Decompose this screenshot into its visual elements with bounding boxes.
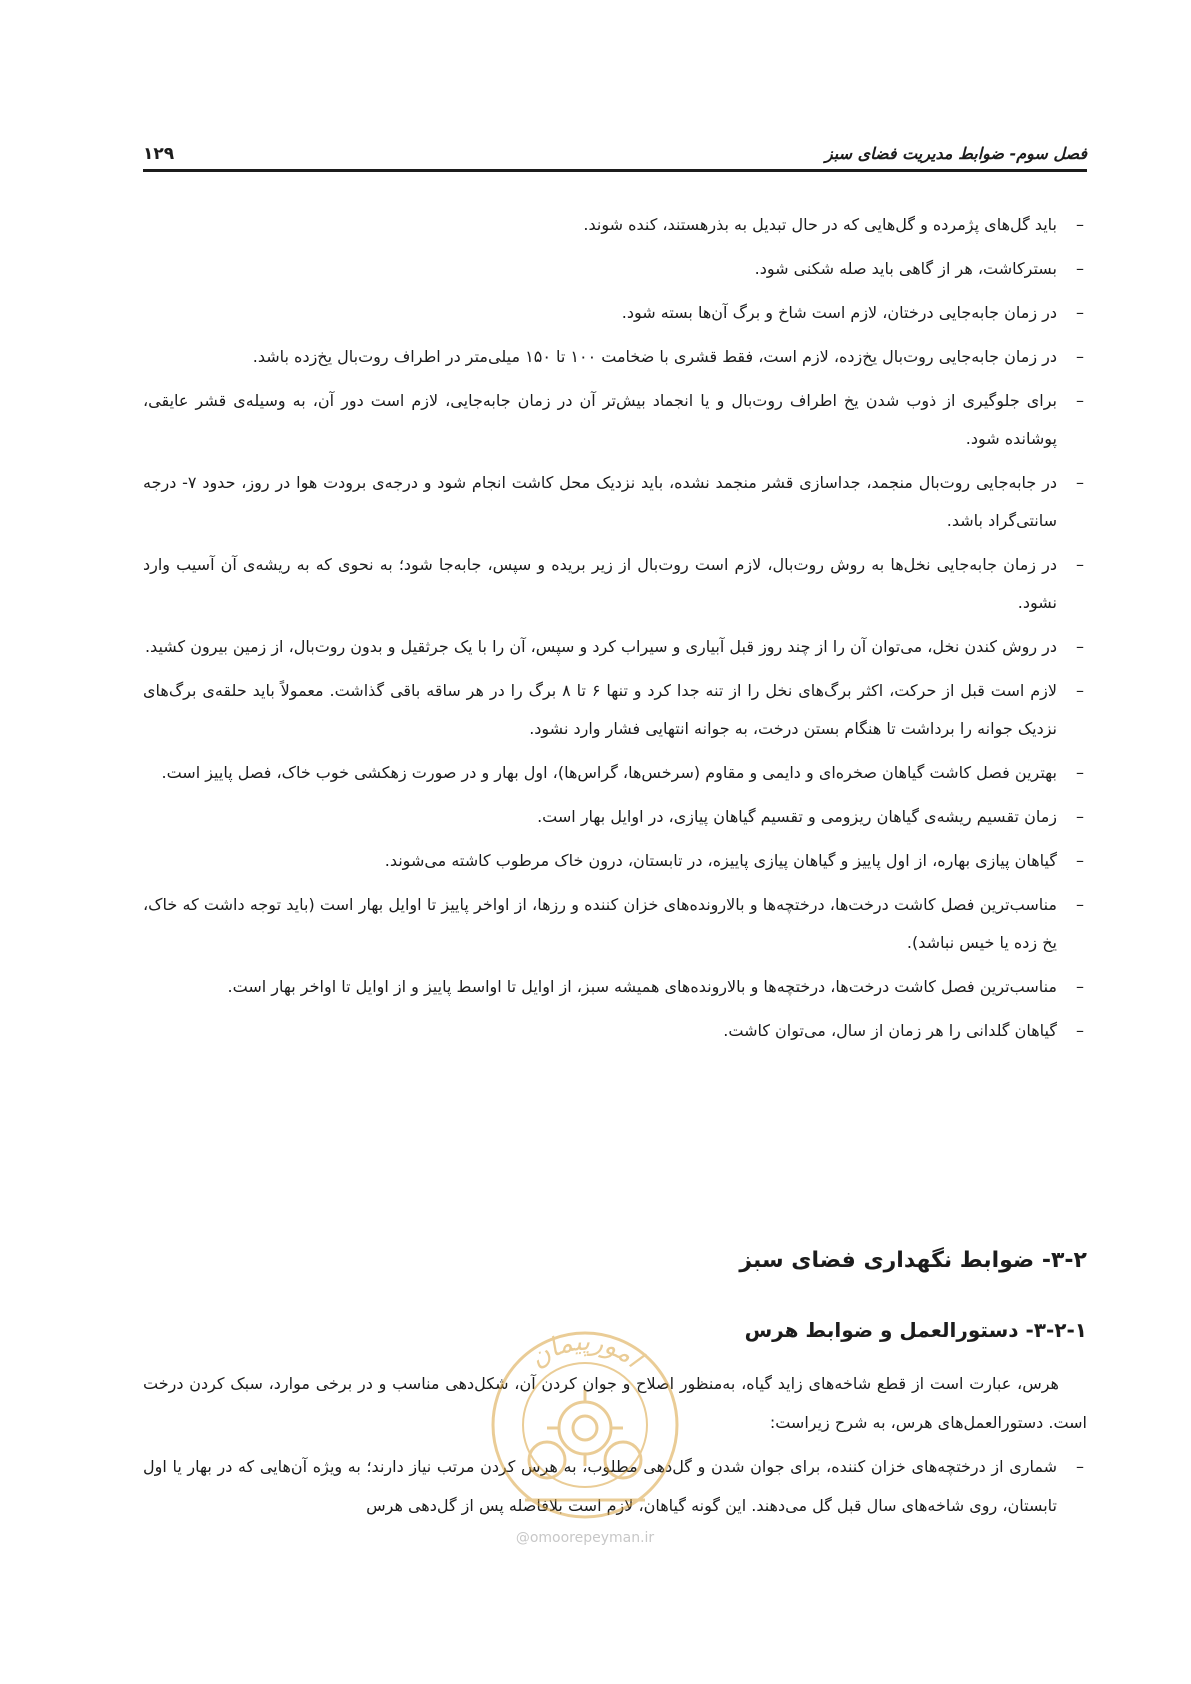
list-item-text: بسترکاشت، هر از گاهی باید صله شکنی شود. xyxy=(754,259,1057,278)
list-item-text: زمان تقسیم ریشه‌ی گیاهان ریزومی و تقسیم گیاهان پیازی، در اوایل بهار است. xyxy=(537,807,1057,826)
dash-marker: – xyxy=(1076,391,1084,410)
dash-marker: – xyxy=(1076,473,1084,492)
dash-marker: – xyxy=(1076,637,1084,656)
dash-marker: – xyxy=(1076,555,1084,574)
list-item xyxy=(143,1012,1087,1050)
dash-marker: – xyxy=(1076,851,1084,870)
list-item-text: بهترین فصل کاشت گیاهان صخره‌ای و دایمی و مقاوم (سرخس‌ها، گراس‌ها)، اول بهار و در صورت زهکشی خوب خاک، فصل پاییز است. xyxy=(161,763,1057,782)
list-item-text: در زمان جابه‌جایی نخل‌ها به روش روت‌بال، لازم است روت‌بال از زیر بریده و سپس، جابه‌جا شود؛ به نحوی که به ریشه‌ی آن آسیب وارد نشود. xyxy=(143,555,1057,612)
list-item xyxy=(143,464,1087,540)
dash-marker: – xyxy=(1076,1457,1084,1476)
dash-marker: – xyxy=(1076,895,1084,914)
list-item-text: مناسب‌ترین فصل کاشت درخت‌ها، درختچه‌ها و بالارونده‌های خزان کننده و رزها، از اواخر پاییز تا اوایل بهار است (باید توجه داشت که خاک، یخ زده یا خیس نباشد). xyxy=(143,895,1057,952)
watermark-logo-text: امورپیمان xyxy=(523,1326,648,1374)
dash-marker: – xyxy=(1076,215,1084,234)
list-item-text: گیاهان پیازی بهاره، از اول پاییز و گیاهان پیازی پاییزه، در تابستان، درون خاک مرطوب کاشته می‌شوند. xyxy=(384,851,1057,870)
list-item xyxy=(143,628,1087,666)
page-number: ۱۲۹ xyxy=(143,144,175,164)
header-divider xyxy=(143,169,1087,172)
pruning-list xyxy=(143,1447,1087,1525)
list-item-text: در زمان جابه‌جایی روت‌بال یخ‌زده، لازم است، فقط قشری با ضخامت ۱۰۰ تا ۱۵۰ میلی‌متر در اطراف روت‌بال یخ‌زده باشد. xyxy=(252,347,1057,366)
guideline-list xyxy=(143,206,1087,1056)
list-item-text: در جابه‌جایی روت‌بال منجمد، جداسازی قشر منجمد نشده، باید نزدیک محل کاشت انجام شود و درجه‌ی برودت هوا در روز، حدود ۷- درجه سانتی‌گراد باشد. xyxy=(143,473,1057,530)
list-item xyxy=(143,546,1087,622)
pruning-paragraph: هرس، عبارت است از قطع شاخه‌های زاید گیاه، به‌منظور اصلاح و جوان کردن آن، شکل‌دهی مناسب و در برخی موارد، سبک کردن درخت است. دستورالعمل‌های هرس، به شرح زیراست: xyxy=(143,1374,1087,1432)
list-item-text: در زمان جابه‌جایی درختان، لازم است شاخ و برگ آن‌ها بسته شود. xyxy=(621,303,1057,322)
list-item xyxy=(143,672,1087,748)
list-item-text: گیاهان گلدانی را هر زمان از سال، می‌توان کاشت. xyxy=(723,1021,1057,1040)
list-item-text: شماری از درختچه‌های خزان کننده، برای جوان شدن و گل‌دهی مطلوب، به هرس کردن مرتب نیاز دارند؛ به ویژه آن‌هایی که در بهار یا اول تابستان، روی شاخه‌های سال قبل گل می‌دهند. این گونه گیاهان، لازم است بلافاصله پس از گل‌دهی هرس xyxy=(143,1457,1057,1515)
list-item xyxy=(143,206,1087,244)
dash-marker: – xyxy=(1076,763,1084,782)
list-item-text: برای جلوگیری از ذوب شدن یخ اطراف روت‌بال و یا انجماد بیش‌تر آن در زمان جابه‌جایی، لازم است دور آن، به وسیله‌ی قشر عایقی، پوشانده شود. xyxy=(143,391,1057,448)
dash-marker: – xyxy=(1076,1021,1084,1040)
section-heading: ۳-۲- ضوابط نگهداری فضای سبز xyxy=(739,1248,1087,1273)
list-item xyxy=(143,798,1087,836)
list-item xyxy=(143,382,1087,458)
chapter-title: فصل سوم- ضوابط مدیریت فضای سبز xyxy=(824,144,1087,163)
dash-marker: – xyxy=(1076,259,1084,278)
list-item-text: مناسب‌ترین فصل کاشت درخت‌ها، درختچه‌ها و بالارونده‌های همیشه سبز، از اوایل تا اواسط پاییز و از اوایل تا اواخر بهار است. xyxy=(227,977,1057,996)
list-item xyxy=(143,338,1087,376)
page-header xyxy=(143,140,1087,170)
list-item xyxy=(143,754,1087,792)
list-item-text: لازم است قبل از حرکت، اکثر برگ‌های نخل را از تنه جدا کرد و تنها ۶ تا ۸ برگ را در هر ساقه باقی گذاشت. معمولاً باید حلقه‌ی برگ‌های نزدیک جوانه را برداشت تا هنگام بستن درخت، به جوانه انتهایی فشار وارد نشود. xyxy=(143,681,1058,738)
list-item-text: در روش کندن نخل، می‌توان آن را از چند روز قبل آبیاری و سیراب کرد و سپس، آن را با یک جرثقیل و بدون روت‌بال، از زمین بیرون کشید. xyxy=(144,637,1057,656)
dash-marker: – xyxy=(1076,807,1084,826)
list-item xyxy=(143,294,1087,332)
dash-marker: – xyxy=(1076,681,1084,700)
list-item xyxy=(143,1447,1087,1525)
list-item xyxy=(143,968,1087,1006)
dash-marker: – xyxy=(1076,347,1084,366)
watermark-url: @omoorepeyman.ir xyxy=(515,1530,655,1546)
subsection-heading: ۳-۲-۱- دستورالعمل و ضوابط هرس xyxy=(744,1318,1087,1342)
dash-marker: – xyxy=(1076,977,1084,996)
list-item xyxy=(143,886,1087,962)
list-item xyxy=(143,842,1087,880)
list-item xyxy=(143,250,1087,288)
dash-marker: – xyxy=(1076,303,1084,322)
list-item-text: باید گل‌های پژمرده و گل‌هایی که در حال تبدیل به بذرهستند، کنده شوند. xyxy=(583,215,1057,234)
